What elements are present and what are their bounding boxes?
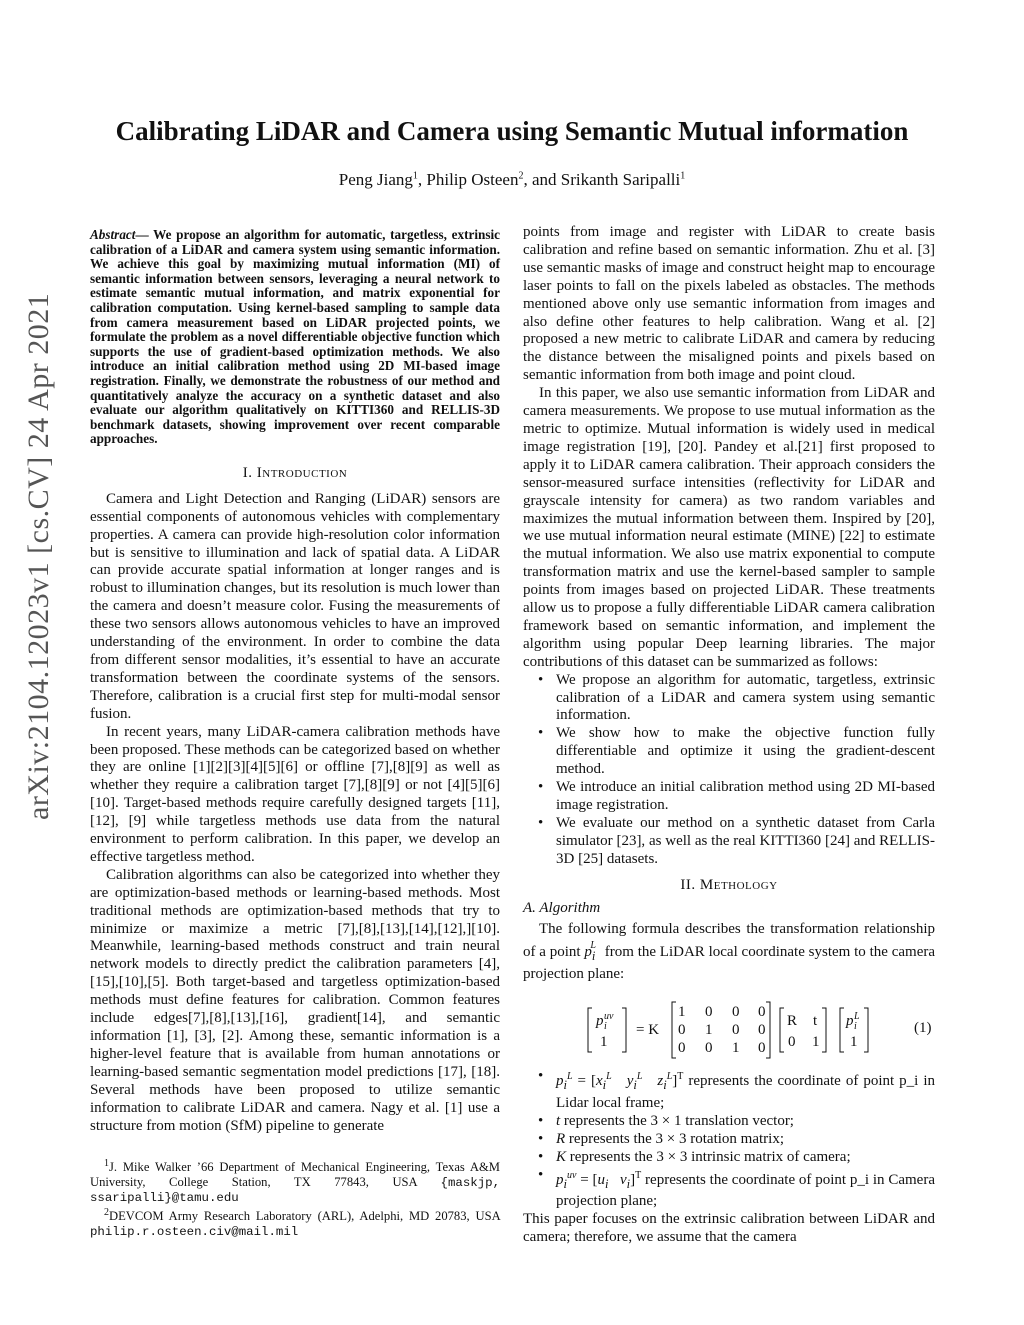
list-item: • t represents the 3 × 1 translation vector; [556, 1113, 935, 1131]
author-name: Srikanth Saripalli [560, 170, 681, 189]
list-item: • $p_i^L = [x_i^L$ $y_i^L$ $z_i^L]^T$ represents the coordinate of point p_i in Lidar local frame; [556, 1068, 935, 1113]
equation-number: (1) [914, 1020, 932, 1036]
svg-text:1: 1 [678, 1004, 686, 1020]
transformation-equation [580, 1000, 940, 1060]
svg-text:0: 0 [758, 1004, 766, 1020]
svg-text:i: i [854, 1021, 857, 1032]
footnote-text: J. Mike Walker ’66 Department of Mechanical Engineering, Texas A&M University, College Station, TX 77843, USA [90, 1160, 500, 1189]
author-name: Philip Osteen [426, 170, 519, 189]
svg-text:1: 1 [732, 1040, 740, 1056]
svg-text:1: 1 [705, 1022, 713, 1038]
svg-text:t: t [813, 1013, 818, 1029]
svg-text:0: 0 [758, 1040, 766, 1056]
left-column [90, 228, 500, 1135]
contribution-list [523, 672, 935, 869]
paper-title: Calibrating LiDAR and Camera using Semantic Mutual information [115, 116, 909, 146]
list-item: • R represents the 3 × 3 rotation matrix; [556, 1131, 935, 1149]
svg-text:p: p [846, 1013, 854, 1029]
paragraph: The following formula describes the transformation relationship of a point $p_i^L$ from the LiDAR local coordinate system to the camera projection plane: [523, 921, 935, 983]
paragraph: points from image and register with LiDAR to create basis calibration and refine based on semantic information. Zhu et al. [3] use semantic masks of image and construct height map to encourage laser points to fall on the pixels labeled as obstacles. The methods mentioned above only use semantic information from images and also define other features to help calibration. Wang et al. [2] proposed a new metric to calibrate LiDAR and camera by reducing the distance between the misaligned points and pixels based on semantic information from both image and point cloud. [523, 224, 935, 384]
paragraph: Calibration algorithms can also be categorized into whether they are optimization-based methods or learning-based methods. Most traditional methods are optimization-based methods that try to minimize or maximize a metric [7],[8],[13],[14],[12],][10]. Meanwhile, learning-based methods construct and train neural network models to directly predict the calibration parameters [4],[15],[10],[5]. Both target-based and targetless optimization-based methods must define features for calibration. Common features include edges[7],[8],[13],[16], gradient[14], and semantic information [1], [3], [2]. Among these, semantic information is a higher-level feature that is available from human annotations or learning-based semantic segmentation model predictions [17], [18]. Several methods have been proposed to utilize semantic information to calibrate LiDAR and camera. Nagy et al. [1] use a structure from motion (SfM) pipeline to generate [90, 866, 500, 1134]
footnote-text: DEVCOM Army Research Laboratory (ARL), Adelphi, MD 20783, USA [109, 1209, 500, 1224]
paragraph-text: The following formula describes the transformation relationship of a point [523, 921, 935, 961]
footnote-email[interactable]: {maskjp, ssaripalli}@tamu.edu [90, 1175, 501, 1206]
definition-text: represents the 3 × 3 rotation matrix; [568, 1130, 784, 1147]
svg-text:1: 1 [600, 1034, 608, 1050]
svg-text:0: 0 [678, 1040, 686, 1056]
list-item: • We introduce an initial calibration method using 2D MI-based image registration. [556, 779, 935, 815]
svg-text:0: 0 [705, 1004, 713, 1020]
paragraph: This paper focuses on the extrinsic calibration between LiDAR and camera; therefore, we assume that the camera [523, 1211, 935, 1246]
svg-text:1: 1 [812, 1034, 820, 1050]
paragraph: In recent years, many LiDAR-camera calibration methods have been proposed. These methods can be categorized based on whether they are online [1][2][3][4][5][6] or offline [7],[8][9] as well as whether they require a calibration target [7],[8][9] or not [4][5][6][10]. Target-based methods require carefully designed targets [11], [12], [9] while targetless methods use data from the natural environment to perform calibration. In this paper, we develop an effective targetless method. [90, 723, 500, 865]
svg-text:0: 0 [758, 1022, 766, 1038]
footnote-mark: 1 [104, 1158, 109, 1169]
svg-text:i: i [604, 1021, 607, 1032]
abstract-label: Abstract [90, 227, 136, 242]
footnote [90, 1157, 500, 1206]
arxiv-stamp: arXiv:2104.12023v1 [cs.CV] 24 Apr 2021 [22, 292, 55, 820]
section-heading-methodology: II. Methology [680, 876, 778, 893]
footnotes [90, 1157, 500, 1239]
author-line: Peng Jiang$^1$, Philip Osteen$^2$, and Srikanth Saripalli$^1$ [338, 170, 686, 189]
definition-text: represents the coordinate of point p_i in Lidar local frame; [556, 1073, 935, 1111]
definition-text: represents the coordinate of point p_i in Camera projection plane; [556, 1171, 935, 1210]
footnote-mark: 2 [104, 1206, 109, 1218]
svg-text:uv: uv [604, 1011, 614, 1022]
svg-text:1: 1 [850, 1034, 858, 1050]
footnote-email[interactable]: philip.r.osteen.civ@mail.mil [90, 1224, 299, 1239]
list-item: • $p_i^{uv} = [u_i$ $v_i]^T$ represents the coordinate of point p_i in Camera projection plane; [556, 1167, 935, 1212]
section-heading-introduction: I. Introduction [242, 464, 348, 481]
right-column [523, 224, 935, 984]
svg-text:0: 0 [732, 1022, 740, 1038]
definitions [523, 1068, 935, 1247]
svg-text:0: 0 [732, 1004, 740, 1020]
affiliation-mark: 1 [680, 170, 686, 182]
affiliation-mark: 2 [518, 170, 524, 182]
definition-list [523, 1068, 935, 1211]
svg-text:= K: = K [636, 1022, 660, 1038]
list-item: • We show how to make the objective function fully differentiable and optimize it using the gradient-descent method. [556, 725, 935, 779]
affiliation-mark: 1 [412, 170, 418, 182]
svg-text:0: 0 [678, 1022, 686, 1038]
list-item: • We propose an algorithm for automatic, targetless, extrinsic calibration of a LiDAR and camera system using semantic information. [556, 672, 935, 726]
svg-text:0: 0 [788, 1034, 796, 1050]
abstract-text: — We propose an algorithm for automatic, targetless, extrinsic calibration of a LiDAR and camera system using semantic information. We achieve this goal by maximizing mutual information (MI) of semantic information between sensors, leveraging a neural network to estimate semantic mutual information, and matrix exponential for calibration computation. Using kernel-based sampling to sample data from camera measurement based on LiDAR projected points, we formulate the problem as a novel differentiable objective function which supports the use of gradient-based optimization methods. We also introduce an initial calibration method using 2D MI-based image registration. Finally, we demonstrate the robustness of our method and quantitatively analyze the accuracy on a synthetic dataset and also evaluate our algorithm qualitatively on KITTI360 and RELLIS-3D benchmark datasets, showing improvement over recent comparable approaches. [90, 227, 500, 447]
definition-text: represents the 3 × 3 intrinsic matrix of camera; [569, 1148, 851, 1165]
definition-text: represents the 3 × 1 translation vector; [563, 1112, 794, 1129]
svg-text:p: p [596, 1013, 604, 1029]
list-item: • We evaluate our method on a synthetic dataset from Carla simulator [23], as well as the real KITTI360 [24] and RELLIS-3D [25] datasets. [556, 815, 935, 869]
svg-text:R: R [787, 1013, 798, 1029]
svg-text:0: 0 [705, 1040, 713, 1056]
paragraph-text: from the LiDAR local coordinate system to the camera projection plane: [523, 944, 935, 983]
paragraph: In this paper, we also use semantic information from LiDAR and camera measurements. We propose to use mutual information as the metric to optimize. Mutual information is widely used in medical image registration [19], [20]. Pandey et al.[21] first proposed to apply it to LiDAR camera calibration. Their approach considers the sensor-measured surface intensities (reflectivity for LiDAR and grayscale intensity for camera) as two random variables and maximizes the mutual information between them. Inspired by [20], we use mutual information neural estimate (MINE) [22] to estimate the mutual information. We also use matrix exponential to compute transformation matrix and use the kernel-based sampler to sample points from images based on projected LiDAR. These treatments allow us to propose a fully differentiable LiDAR camera calibration framework based on semantic information, and implement the algorithm using popular Deep learning libraries. The major contributions of this dataset can be summarized as follows: [523, 385, 935, 670]
subsection-heading: A. Algorithm [523, 899, 601, 916]
list-item: • K represents the 3 × 3 intrinsic matrix of camera; [556, 1149, 935, 1167]
svg-text:L: L [854, 1011, 860, 1022]
paragraph: Camera and Light Detection and Ranging (LiDAR) sensors are essential components of autonomous vehicles with complementary properties. A camera can provide high-resolution color information but is sensitive to illumination and lack of spatial data. A LiDAR can provide accurate spatial information at longer ranges and is robust to illumination changes, but its resolution is much lower than the camera and doesn’t measure color. Fusing the measurements of these two sensors allows autonomous vehicles to have an improved understanding of the environment. In order to combine the data from different sensor modalities, it’s essential to have an accurate transformation between the coordinate systems of the sensors. Therefore, calibration is a crucial first step for multi-modal sensor fusion. [90, 490, 500, 722]
footnote [90, 1206, 500, 1239]
author-name: Peng Jiang [338, 170, 413, 189]
abstract [90, 228, 500, 447]
